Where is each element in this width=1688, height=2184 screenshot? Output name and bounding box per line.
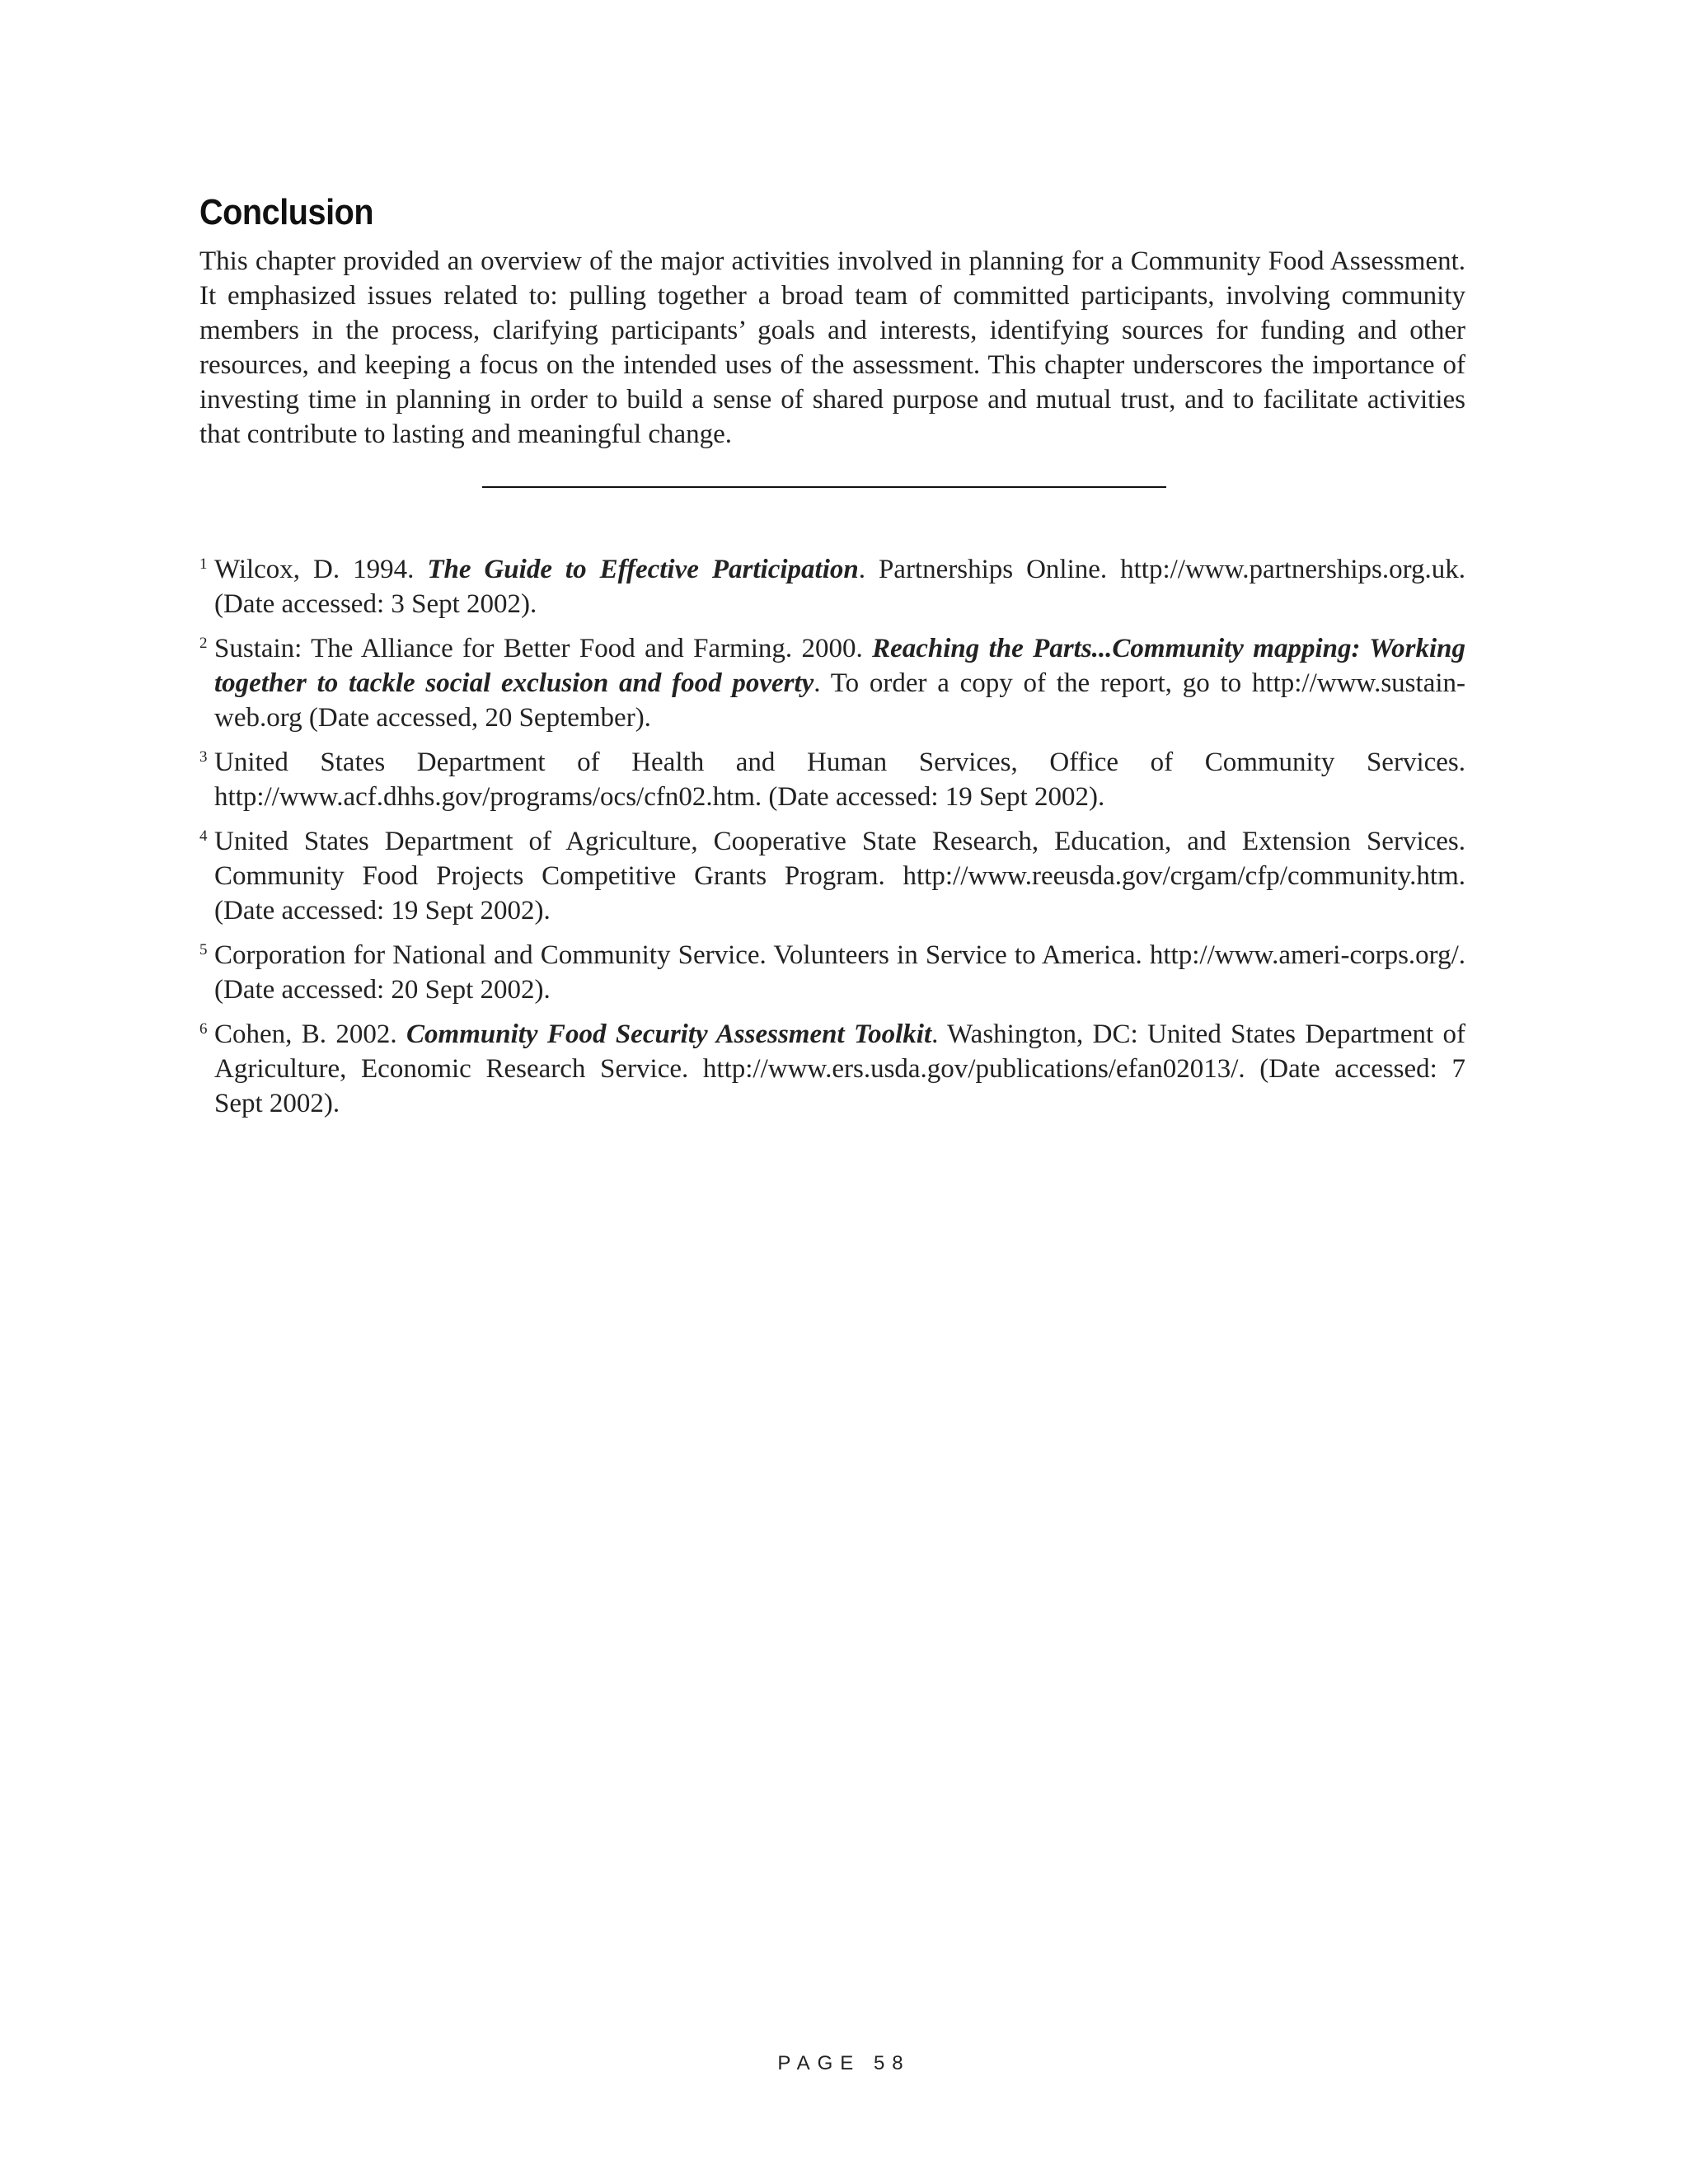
footnote-text-before: United States Department of Health and Human Services, Office of Community Services. http://www.acf.dhhs.gov/programs/ocs/cfn02.htm. (Date accessed: 19 Sept 2002). — [214, 748, 1465, 812]
section-heading: Conclusion — [199, 192, 374, 232]
footnotes-list — [199, 552, 1465, 1121]
footnote-number: 6 — [199, 1020, 208, 1038]
page-content — [199, 190, 1465, 1131]
footnote-6 — [199, 1017, 1465, 1121]
footnote-number: 1 — [199, 555, 208, 573]
footnote-title: Reaching the Parts...Community mapping: Working together to tackle social exclusion and food poverty — [214, 634, 1465, 698]
footnote-text-before: Cohen, B. 2002. — [214, 1019, 407, 1049]
footnote-text — [214, 824, 1465, 928]
footnote-text-after: . Partnerships Online. http://www.partnerships.org.uk. (Date accessed: 3 Sept 2002). — [214, 555, 1465, 619]
footnote-text-before: United States Department of Agriculture, Cooperative State Research, Education, and Extension Services. Community Food Projects Competitive Grants Program. http://www.reeusda.gov/crgam/cfp/community.htm. (Date accessed: 19 Sept 2002). — [214, 827, 1465, 926]
footnote-2 — [199, 631, 1465, 735]
footnote-text — [214, 1017, 1465, 1121]
footnote-3 — [199, 745, 1465, 814]
footnote-5 — [199, 938, 1465, 1007]
footnote-number: 4 — [199, 827, 208, 845]
footnote-text — [214, 552, 1465, 621]
footnote-1 — [199, 552, 1465, 621]
footnote-title: Community Food Security Assessment Toolkit — [406, 1019, 932, 1049]
footnote-number: 5 — [199, 941, 208, 958]
conclusion-paragraph: This chapter provided an overview of the major activities involved in planning for a Community Food Assessment. It emphasized issues related to: pulling together a broad team of committed participants, involving community members in the process, clarifying participants’ goals and interests, identifying sources for funding and other resources, and keeping a focus on the intended uses of the assessment. This chapter underscores the importance of investing time in planning in order to build a sense of shared purpose and mutual trust, and to facilitate activities that contribute to lasting and meaningful change. — [199, 246, 1465, 449]
footnote-4 — [199, 824, 1465, 928]
footnote-text-before: Corporation for National and Community Service. Volunteers in Service to America. http://www.ameri-corps.org/. (Date accessed: 20 Sept 2002). — [214, 940, 1465, 1005]
footnote-text-before: Wilcox, D. 1994. — [214, 555, 428, 584]
footnote-title: The Guide to Effective Participation — [427, 555, 859, 584]
footnote-text — [214, 938, 1465, 1007]
footnote-number: 2 — [199, 635, 208, 652]
footnote-text — [214, 631, 1465, 735]
page-number: PAGE 58 — [777, 2052, 911, 2074]
footnote-number: 3 — [199, 748, 208, 766]
footnote-text-after: . To order a copy of the report, go to http://www.sustain-web.org (Date accessed, 20 September). — [214, 668, 1465, 733]
footnote-text — [214, 745, 1465, 814]
footnote-divider — [482, 486, 1166, 488]
footnote-text-before: Sustain: The Alliance for Better Food and Farming. 2000. — [214, 634, 873, 663]
footnote-text-after: . Washington, DC: United States Department of Agriculture, Economic Research Service. http://www.ers.usda.gov/publications/efan02013/. (Date accessed: 7 Sept 2002). — [214, 1019, 1465, 1118]
